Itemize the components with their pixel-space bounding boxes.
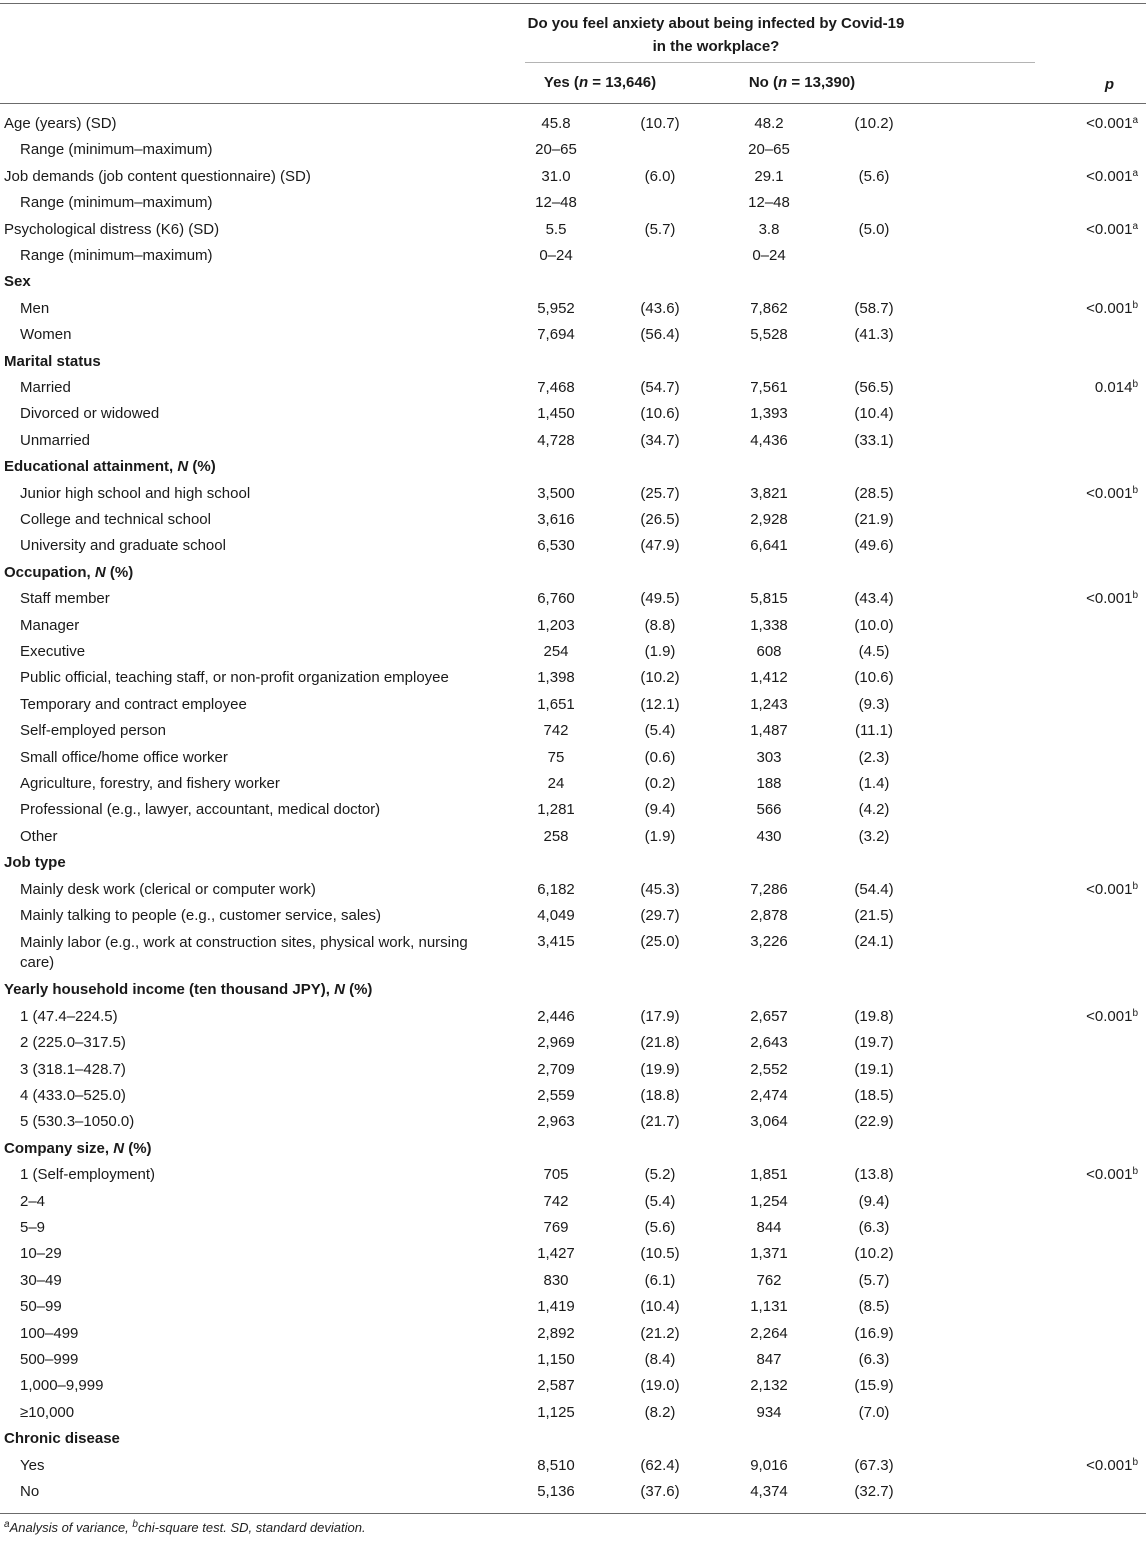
yes-value: 258 (543, 827, 569, 845)
no-percent: (6.3) (858, 1351, 890, 1368)
table-row (0, 243, 1146, 269)
yes-percent: (21.7) (640, 1113, 680, 1131)
no-percent: (4.2) (858, 801, 890, 819)
yes-value: 2,963 (537, 1113, 575, 1131)
table-row (0, 1241, 1146, 1267)
no-value: 7,862 (750, 299, 788, 317)
yes-value: 4,728 (537, 431, 575, 449)
table-row (0, 1004, 1146, 1030)
no-value: 1,412 (750, 669, 788, 687)
col-p-header: p (1104, 76, 1114, 93)
table-row (0, 375, 1146, 401)
table-row (0, 1294, 1146, 1320)
no-value: 430 (756, 827, 782, 845)
no-value: 12–48 (748, 194, 790, 212)
no-percent: (28.5) (854, 484, 894, 502)
section-label: Sex (4, 273, 31, 291)
yes-value: 2,559 (537, 1087, 575, 1104)
section-header-row (0, 1136, 1146, 1162)
section-header-row (0, 977, 1146, 1003)
no-percent: (67.3) (854, 1456, 894, 1474)
yes-percent: (5.6) (644, 1219, 676, 1236)
yes-percent: (34.7) (640, 431, 680, 449)
p-value: <0.001$^a$ (1086, 167, 1138, 185)
section-header-row (0, 850, 1146, 876)
table-row (0, 190, 1146, 216)
yes-value: 2,709 (537, 1060, 575, 1078)
yes-value: 1,651 (537, 695, 575, 713)
table-row (0, 1400, 1146, 1426)
table-row (0, 1083, 1146, 1109)
yes-value: 1,150 (537, 1351, 575, 1368)
yes-value: 742 (543, 1192, 569, 1210)
no-value: 762 (756, 1271, 782, 1289)
row-label: 30–49 (20, 1271, 62, 1289)
row-label: Range (minimum–maximum) (20, 194, 213, 212)
row-label: Married (20, 379, 71, 396)
row-label: Staff member (20, 590, 110, 608)
yes-percent: (21.8) (640, 1034, 680, 1052)
row-label: Job demands (job content questionnaire) (SD) (4, 167, 311, 185)
table-row (0, 1453, 1146, 1479)
no-value: 1,243 (750, 695, 788, 713)
table-row (0, 137, 1146, 163)
no-value: 847 (756, 1351, 782, 1368)
p-value: 0.014$^b$ (1094, 379, 1138, 396)
row-label: Divorced or widowed (20, 405, 160, 423)
yes-percent: (5.2) (644, 1166, 676, 1184)
header-bottom-rule (0, 103, 1146, 104)
yes-percent: (12.1) (640, 695, 680, 713)
section-label: Company size, N (%) (4, 1139, 152, 1157)
yes-value: 6,530 (537, 537, 575, 555)
p-value: <0.001$^b$ (1086, 484, 1138, 502)
yes-percent: (21.2) (640, 1324, 680, 1342)
yes-value: 254 (543, 643, 569, 660)
yes-value: 1,281 (537, 801, 575, 819)
no-percent: (54.4) (854, 880, 894, 898)
table-row (0, 929, 1146, 975)
yes-percent: (18.8) (640, 1087, 680, 1104)
no-percent: (49.6) (854, 537, 894, 555)
no-value: 2,643 (750, 1034, 788, 1052)
yes-percent: (8.4) (644, 1351, 676, 1368)
no-percent: (16.9) (854, 1324, 894, 1342)
yes-value: 769 (543, 1219, 569, 1236)
no-value: 3,064 (750, 1113, 788, 1131)
no-value: 20–65 (748, 141, 790, 159)
section-header-row (0, 269, 1146, 295)
yes-value: 1,450 (537, 405, 575, 423)
question-header: Do you feel anxiety about being infected by Covid-19 in the workplace? (527, 15, 905, 55)
no-value: 1,851 (750, 1166, 788, 1184)
no-percent: (22.9) (854, 1113, 894, 1131)
no-percent: (32.7) (854, 1483, 894, 1500)
yes-value: 8,510 (537, 1456, 575, 1474)
no-value: 2,474 (750, 1087, 788, 1104)
yes-percent: (10.2) (640, 669, 680, 687)
table-row (0, 1030, 1146, 1056)
no-value: 3,821 (750, 484, 788, 502)
no-value: 9,016 (750, 1456, 788, 1474)
yes-percent: (1.9) (644, 643, 676, 660)
yes-percent: (25.7) (640, 484, 680, 502)
yes-value: 705 (543, 1166, 569, 1184)
row-label: Psychological distress (K6) (SD) (4, 220, 220, 238)
yes-value: 6,182 (537, 880, 575, 898)
no-percent: (5.0) (858, 220, 890, 238)
row-label: 500–999 (20, 1351, 79, 1368)
p-value: <0.001$^b$ (1086, 1456, 1138, 1474)
yes-value: 2,587 (537, 1377, 575, 1395)
no-value: 2,264 (750, 1324, 788, 1342)
yes-percent: (8.2) (644, 1403, 676, 1421)
section-header-row (0, 560, 1146, 586)
yes-percent: (1.9) (644, 827, 676, 845)
no-percent: (10.2) (854, 115, 894, 132)
table-row (0, 824, 1146, 850)
no-value: 2,657 (750, 1007, 788, 1025)
no-value: 844 (756, 1219, 782, 1236)
no-value: 29.1 (754, 167, 784, 185)
no-percent: (4.5) (858, 643, 890, 660)
yes-value: 3,415 (537, 933, 575, 951)
row-label: University and graduate school (20, 537, 226, 555)
no-percent: (5.7) (858, 1271, 890, 1289)
yes-value: 830 (543, 1271, 569, 1289)
table-row (0, 1373, 1146, 1399)
yes-value: 3,616 (537, 511, 575, 528)
no-value: 2,132 (750, 1377, 788, 1395)
no-value: 7,286 (750, 880, 788, 898)
table-row (0, 507, 1146, 533)
table-row (0, 745, 1146, 771)
yes-value: 0–24 (539, 247, 573, 264)
bottom-rule (0, 1513, 1146, 1514)
table-row (0, 217, 1146, 243)
yes-value: 1,398 (537, 669, 575, 687)
yes-percent: (47.9) (640, 537, 680, 555)
yes-value: 2,969 (537, 1034, 575, 1052)
no-value: 0–24 (752, 247, 786, 264)
yes-value: 5,136 (537, 1483, 575, 1500)
table-row (0, 771, 1146, 797)
table-row (0, 1268, 1146, 1294)
no-percent: (41.3) (854, 326, 894, 344)
no-percent: (33.1) (854, 431, 894, 449)
table-row (0, 877, 1146, 903)
yes-value: 2,892 (537, 1324, 575, 1342)
row-label: 1,000–9,999 (20, 1377, 104, 1395)
no-percent: (10.0) (854, 616, 894, 634)
footnote: $^a$Analysis of variance, $^b$chi-square test. SD, standard deviation. (4, 1519, 366, 1535)
p-value: <0.001$^b$ (1086, 1007, 1138, 1025)
yes-value: 5.5 (545, 220, 567, 238)
table-row (0, 1189, 1146, 1215)
row-label: No (20, 1483, 40, 1500)
yes-value: 1,125 (537, 1403, 575, 1421)
no-value: 3,226 (750, 933, 788, 951)
section-header-row (0, 1426, 1146, 1452)
yes-percent: (9.4) (644, 801, 676, 819)
section-label: Occupation, N (%) (4, 563, 134, 581)
table-row (0, 665, 1146, 691)
no-percent: (6.3) (858, 1219, 890, 1236)
table-row (0, 1215, 1146, 1241)
table-row (0, 401, 1146, 427)
row-label: 2 (225.0–317.5) (20, 1034, 126, 1052)
no-percent: (43.4) (854, 590, 894, 608)
no-value: 2,928 (750, 511, 788, 528)
yes-percent: (5.7) (644, 220, 676, 238)
table-row (0, 1109, 1146, 1135)
section-header-row (0, 349, 1146, 375)
no-value: 566 (756, 801, 782, 819)
table-row (0, 692, 1146, 718)
row-label: 10–29 (20, 1245, 62, 1263)
no-value: 7,561 (750, 379, 788, 396)
yes-percent: (25.0) (640, 933, 680, 951)
section-label: Educational attainment, N (%) (4, 458, 216, 476)
yes-value: 4,049 (537, 907, 575, 924)
no-value: 2,878 (750, 907, 788, 924)
section-label: Yearly household income (ten thousand JPY), N (%) (4, 981, 373, 999)
no-percent: (15.9) (854, 1377, 894, 1395)
table-row (0, 1479, 1146, 1505)
yes-value: 75 (547, 748, 565, 766)
row-label: 100–499 (20, 1324, 79, 1342)
yes-percent: (37.6) (640, 1483, 680, 1500)
no-percent: (56.5) (854, 379, 894, 396)
yes-value: 7,468 (537, 379, 575, 396)
p-value: <0.001$^b$ (1086, 299, 1138, 317)
table-row (0, 639, 1146, 665)
yes-value: 12–48 (535, 194, 577, 212)
row-label: College and technical school (20, 511, 211, 528)
table-row (0, 296, 1146, 322)
row-label: 1 (47.4–224.5) (20, 1007, 118, 1025)
section-header-row (0, 454, 1146, 480)
yes-value: 45.8 (541, 115, 571, 132)
yes-value: 1,203 (537, 616, 575, 634)
yes-percent: (10.7) (640, 115, 680, 132)
row-label: Unmarried (20, 431, 91, 449)
row-label: 5 (530.3–1050.0) (20, 1113, 135, 1131)
yes-value: 6,760 (537, 590, 575, 608)
yes-percent: (54.7) (640, 379, 680, 396)
yes-percent: (29.7) (640, 907, 680, 924)
no-value: 1,487 (750, 722, 788, 740)
row-label: 50–99 (20, 1298, 62, 1316)
row-label: Men (20, 299, 50, 317)
table-row (0, 613, 1146, 639)
table-row (0, 797, 1146, 823)
yes-value: 3,500 (537, 484, 575, 502)
yes-value: 742 (543, 722, 569, 740)
no-percent: (3.2) (858, 827, 890, 845)
no-value: 6,641 (750, 537, 788, 555)
row-label: Agriculture, forestry, and fishery worker (20, 775, 280, 792)
row-label: Range (minimum–maximum) (20, 141, 213, 159)
no-percent: (10.4) (854, 405, 894, 423)
no-value: 2,552 (750, 1060, 788, 1078)
yes-percent: (19.9) (640, 1060, 680, 1078)
yes-percent: (56.4) (640, 326, 680, 344)
row-label: Junior high school and high school (20, 484, 251, 502)
no-percent: (5.6) (858, 167, 890, 185)
row-label: 1 (Self-employment) (20, 1166, 156, 1184)
row-label: 5–9 (20, 1219, 46, 1236)
no-value: 4,374 (750, 1483, 788, 1500)
yes-value: 24 (547, 775, 565, 792)
no-percent: (13.8) (854, 1166, 894, 1184)
no-percent: (10.2) (854, 1245, 894, 1263)
no-percent: (58.7) (854, 299, 894, 317)
yes-percent: (10.5) (640, 1245, 680, 1263)
table-row (0, 1321, 1146, 1347)
p-value: <0.001$^a$ (1086, 220, 1138, 238)
top-rule (0, 3, 1146, 4)
table-row (0, 481, 1146, 507)
no-percent: (18.5) (854, 1087, 894, 1104)
row-label: Manager (20, 616, 80, 634)
p-value: <0.001$^b$ (1086, 1166, 1138, 1184)
no-value: 303 (756, 748, 782, 766)
table-row (0, 428, 1146, 454)
no-percent: (24.1) (854, 933, 894, 951)
no-percent: (11.1) (854, 722, 894, 740)
header-subrule (525, 62, 1035, 63)
yes-percent: (10.4) (640, 1298, 680, 1316)
yes-percent: (6.0) (644, 167, 676, 185)
table-row (0, 533, 1146, 559)
row-label: Professional (e.g., lawyer, accountant, medical doctor) (20, 801, 381, 819)
yes-percent: (45.3) (640, 880, 680, 898)
yes-percent: (10.6) (640, 405, 680, 423)
yes-percent: (6.1) (644, 1271, 676, 1289)
yes-percent: (8.8) (644, 616, 676, 634)
no-percent: (9.4) (858, 1192, 890, 1210)
no-value: 1,131 (750, 1298, 788, 1316)
no-percent: (7.0) (858, 1403, 890, 1421)
yes-percent: (5.4) (644, 1192, 676, 1210)
no-value: 188 (756, 775, 782, 792)
section-label: Chronic disease (4, 1430, 120, 1448)
row-label: Mainly talking to people (e.g., customer service, sales) (20, 907, 381, 924)
yes-percent: (62.4) (640, 1456, 680, 1474)
row-label: Yes (20, 1456, 45, 1474)
row-label: Mainly labor (e.g., work at construction sites, physical work, nursing care) (20, 934, 468, 972)
yes-value: 2,446 (537, 1007, 575, 1025)
no-value: 5,528 (750, 326, 788, 344)
yes-percent: (17.9) (640, 1007, 680, 1025)
table-row (0, 718, 1146, 744)
col-yes-header: Yes (n = 13,646) (543, 74, 657, 91)
yes-percent: (5.4) (644, 722, 676, 740)
yes-percent: (49.5) (640, 590, 680, 608)
section-label: Marital status (4, 352, 101, 370)
row-label: Temporary and contract employee (20, 695, 247, 713)
yes-value: 5,952 (537, 299, 575, 317)
table-row (0, 903, 1146, 929)
yes-value: 1,427 (537, 1245, 575, 1263)
no-percent: (1.4) (858, 775, 890, 792)
row-label: 3 (318.1–428.7) (20, 1060, 126, 1078)
no-value: 3.8 (758, 220, 780, 238)
p-value: <0.001$^b$ (1086, 880, 1138, 898)
no-value: 1,393 (750, 405, 788, 423)
row-label: Mainly desk work (clerical or computer work) (20, 880, 316, 898)
row-label: Women (20, 326, 72, 344)
no-value: 1,254 (750, 1192, 788, 1210)
row-label: 4 (433.0–525.0) (20, 1087, 126, 1104)
table-row (0, 1162, 1146, 1188)
yes-value: 7,694 (537, 326, 575, 344)
row-label: Age (years) (SD) (4, 115, 117, 132)
row-label: Other (20, 827, 58, 845)
yes-value: 31.0 (541, 167, 571, 185)
row-label: Public official, teaching staff, or non-profit organization employee (20, 669, 449, 687)
p-value: <0.001$^a$ (1086, 115, 1138, 132)
no-value: 1,371 (750, 1245, 788, 1263)
no-value: 1,338 (750, 616, 788, 634)
no-value: 48.2 (754, 115, 784, 132)
col-no-header: No (n = 13,390) (748, 74, 856, 91)
no-value: 934 (756, 1403, 782, 1421)
row-label: Self-employed person (20, 722, 166, 740)
yes-percent: (0.6) (644, 748, 676, 766)
no-percent: (21.9) (854, 511, 894, 528)
no-percent: (10.6) (854, 669, 894, 687)
no-percent: (2.3) (858, 748, 890, 766)
yes-percent: (26.5) (640, 511, 680, 528)
row-label: ≥10,000 (20, 1403, 75, 1421)
section-label: Job type (4, 854, 66, 872)
yes-percent: (0.2) (644, 775, 676, 792)
table-row (0, 1347, 1146, 1373)
no-percent: (19.7) (854, 1034, 894, 1052)
no-percent: (8.5) (858, 1298, 890, 1316)
no-value: 608 (756, 643, 782, 660)
table-row (0, 586, 1146, 612)
row-label: Executive (20, 643, 86, 660)
table-row (0, 322, 1146, 348)
table-row (0, 111, 1146, 137)
table-row (0, 1057, 1146, 1083)
yes-percent: (19.0) (640, 1377, 680, 1395)
yes-value: 20–65 (535, 141, 577, 159)
no-percent: (9.3) (858, 695, 890, 713)
no-value: 4,436 (750, 431, 788, 449)
no-percent: (19.8) (854, 1007, 894, 1025)
no-value: 5,815 (750, 590, 788, 608)
yes-value: 1,419 (537, 1298, 575, 1316)
yes-percent: (43.6) (640, 299, 680, 317)
p-value: <0.001$^b$ (1086, 590, 1138, 608)
row-label: 2–4 (20, 1192, 46, 1210)
row-label: Range (minimum–maximum) (20, 247, 213, 264)
no-percent: (21.5) (854, 907, 894, 924)
row-label: Small office/home office worker (20, 748, 228, 766)
no-percent: (19.1) (854, 1060, 894, 1078)
table-row (0, 164, 1146, 190)
